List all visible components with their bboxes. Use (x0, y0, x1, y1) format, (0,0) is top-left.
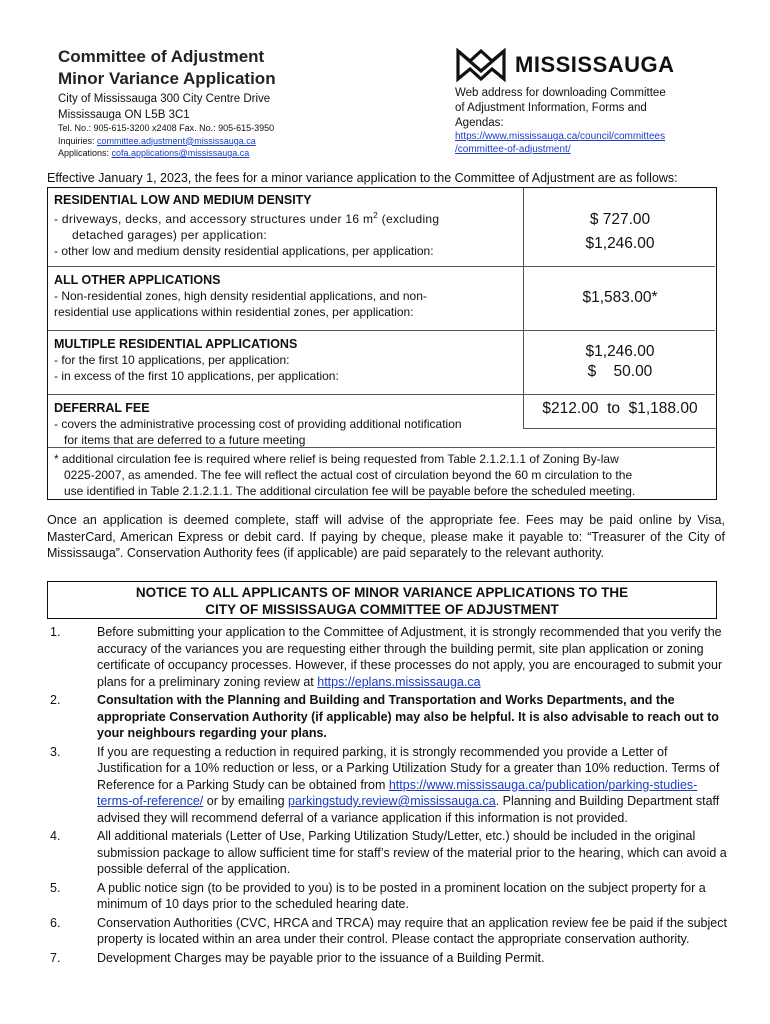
multiple-line-2: - in excess of the first 10 applications, per application: (54, 369, 339, 383)
multiple-header: MULTIPLE RESIDENTIAL APPLICATIONS (54, 337, 298, 351)
item-text (97, 624, 727, 690)
list-item (47, 692, 727, 742)
residential-description (54, 192, 524, 259)
applications-email-link[interactable]: cofa.applications@mississauga.ca (111, 148, 250, 158)
item-3-text-b: or by emailing (203, 794, 289, 808)
notice-line-1: NOTICE TO ALL APPLICANTS OF MINOR VARIANCE APPLICATIONS TO THE (135, 585, 629, 600)
list-item (47, 880, 727, 913)
list-item (47, 828, 727, 878)
residential-header: RESIDENTIAL LOW AND MEDIUM DENSITY (54, 193, 312, 207)
contact-block (58, 122, 274, 160)
applications-label: Applications: (58, 148, 112, 158)
residential-fee-2: $1,246.00 (585, 235, 655, 252)
title-line-2: Minor Variance Application (58, 69, 276, 88)
web-line-2: of Adjustment Information, Forms and (455, 102, 647, 114)
deferral-fee: $212.00 to $1,188.00 (542, 400, 698, 417)
fee-row-other (48, 266, 715, 331)
multiple-description (54, 336, 524, 384)
squared-superscript: 2 (373, 211, 379, 220)
item-number: 2. (50, 693, 61, 707)
item-2-text: Consultation with the Planning and Building and Transportation and Works Departments, and the appropriate Conservation Authority (if applicable) may also be helpful. It is also advisable to reach out to your neighbours regarding your plans. (97, 693, 719, 740)
inquiries-line (58, 135, 274, 148)
multiple-fee-2: $ 50.00 (587, 363, 653, 380)
deferral-line-2: for items that are deferred to a future meeting (64, 433, 306, 447)
committee-web-link[interactable] (455, 131, 665, 156)
multiple-fees (523, 330, 716, 394)
logo-text: MISSISSAUGA (515, 52, 675, 77)
mississauga-logo (455, 47, 675, 83)
title-line-1: Committee of Adjustment (58, 47, 265, 66)
other-description (54, 272, 524, 320)
inquiries-label: Inquiries: (58, 135, 98, 146)
residential-line-1 (54, 208, 524, 227)
item-3-text-c: . Planning and Building Department staff advised they will recommend deferral of a variance application if this information is not provided. (97, 794, 720, 825)
other-line-2: residential use applications within residential zones, per application: (54, 305, 414, 319)
footnote-line-2: 0225-2007, as amended. The fee will reflect the actual cost of circulation beyond the 60 m circulation to the (64, 468, 633, 482)
address-line-2: Mississauga ON L5B 3C1 (58, 109, 190, 121)
deferral-header: DEFERRAL FEE (54, 401, 150, 415)
item-text (97, 744, 727, 827)
deferral-line-1: - covers the administrative processing cost of providing additional notification (54, 417, 462, 431)
residential-fees (523, 188, 716, 266)
circulation-fee-footnote (54, 451, 709, 499)
fee-row-multiple (48, 330, 715, 395)
multiple-line-1: - for the first 10 applications, per application: (54, 353, 290, 367)
item-number: 4. (50, 829, 61, 843)
address-line-1: City of Mississauga 300 City Centre Drive (58, 93, 271, 105)
deferral-fees (523, 394, 716, 429)
web-url-line-2[interactable]: /committee-of-adjustment/ (455, 143, 571, 155)
notice-line-2: CITY OF MISSISSAUGA COMMITTEE OF ADJUSTMENT (205, 602, 559, 617)
residential-line-2: detached garages) per application: (72, 228, 267, 242)
address-block (58, 91, 270, 123)
logo-mark-icon (455, 47, 507, 83)
item-7-text: Development Charges may be payable prior to the issuance of a Building Permit. (97, 950, 545, 965)
other-fee: $1,583.00* (582, 289, 658, 306)
item-5-text: A public notice sign (to be provided to you) is to be posted in a prominent location on the subject property for a minimum of 10 days prior to the scheduled hearing date. (97, 880, 706, 911)
notice-list (47, 624, 727, 968)
list-item (47, 744, 727, 827)
item-number: 3. (50, 744, 61, 759)
list-item (47, 915, 727, 948)
other-fees (523, 266, 716, 330)
residential-line-1a: - driveways, decks, and accessory structures under 16 m (54, 212, 374, 226)
item-number: 6. (50, 915, 61, 930)
eplans-link[interactable]: https://eplans.mississauga.ca (317, 674, 481, 689)
fee-row-residential (48, 188, 715, 267)
applications-line (58, 147, 274, 160)
web-line-1: Web address for downloading Committee (455, 87, 666, 99)
fee-table (47, 187, 717, 500)
parking-study-email-link[interactable]: parkingstudy.review@mississauga.ca (288, 794, 496, 808)
residential-fee-1: $ 727.00 (589, 211, 651, 228)
list-item (47, 950, 727, 967)
item-4-text: All additional materials (Letter of Use, Parking Utilization Study/Letter, etc.) should be included in the original submission package to allow sufficient time for staff’s review of the material prior to the hearing, which can avoid a possible deferral of the application. (97, 829, 727, 876)
item-number: 5. (50, 880, 61, 895)
notice-heading-box (47, 581, 717, 619)
other-header: ALL OTHER APPLICATIONS (54, 273, 221, 287)
fee-row-deferral (48, 394, 715, 448)
inquiries-email-link[interactable]: committee.adjustment@mississauga.ca (97, 135, 256, 146)
web-line-3: Agendas: (455, 117, 504, 129)
item-1-text: Before submitting your application to the Committee of Adjustment, it is strongly recommended that you verify the accuracy of the variances you are requesting either through the building permit, site plan application or zoning certificate of occupancy processes. However, if these processes do not apply, you are encouraged to submit your plans for a preliminary zoning review at (97, 625, 723, 689)
payment-paragraph: Once an application is deemed complete, staff will advise of the appropriate fee. Fees may be paid online by Visa, MasterCard, American Express or debit card. If paying by cheque, please make it payable to: “Treasurer of the City of Mississauga”. Conservation Authority fees (if applicable) are paid separately to the relevant authority. (47, 513, 725, 560)
residential-line-3: - other low and medium density residential applications, per application: (54, 244, 434, 258)
parking-study-link[interactable]: https://www.mississauga.ca/publication/parking-studies-terms-of-reference/ (97, 777, 698, 808)
effective-date-statement: Effective January 1, 2023, the fees for a minor variance application to the Committee of Adjustment are as follows: (47, 171, 678, 185)
item-number: 1. (50, 625, 61, 639)
item-3-text-a: If you are requesting a reduction in required parking, it is strongly recommended you provide a Letter of Justification for a 10% reduction or less, or a Parking Utilization Study for a greater than 10% reduction. Terms of Reference for a Parking Study can be obtained from (97, 744, 720, 792)
residential-line-1b: (excluding (378, 212, 440, 226)
list-item (47, 624, 727, 690)
footnote-line-3: use identified in Table 2.1.2.1.1. The additional circulation fee will be payable before the scheduled meeting. (64, 484, 636, 498)
item-number: 7. (50, 950, 61, 965)
web-address-info (455, 86, 666, 131)
other-line-1: - Non-residential zones, high density residential applications, and non- (54, 289, 427, 303)
web-url-line-1[interactable]: https://www.mississauga.ca/council/committees (455, 131, 666, 142)
footnote-line-1: * additional circulation fee is required where relief is being requested from Table 2.1.2.1.1 of Zoning By-law (54, 452, 619, 466)
multiple-fee-1: $1,246.00 (585, 343, 655, 360)
tel-fax: Tel. No.: 905-615-3200 x2408 Fax. No.: 905-615-3950 (58, 123, 275, 133)
item-6-text: Conservation Authorities (CVC, HRCA and TRCA) may require that an application review fee be paid if the subject property is located within an area under their control. Please contact the appropriate conservation authority. (97, 915, 727, 946)
deferral-description (54, 400, 524, 448)
page-title (58, 46, 276, 90)
